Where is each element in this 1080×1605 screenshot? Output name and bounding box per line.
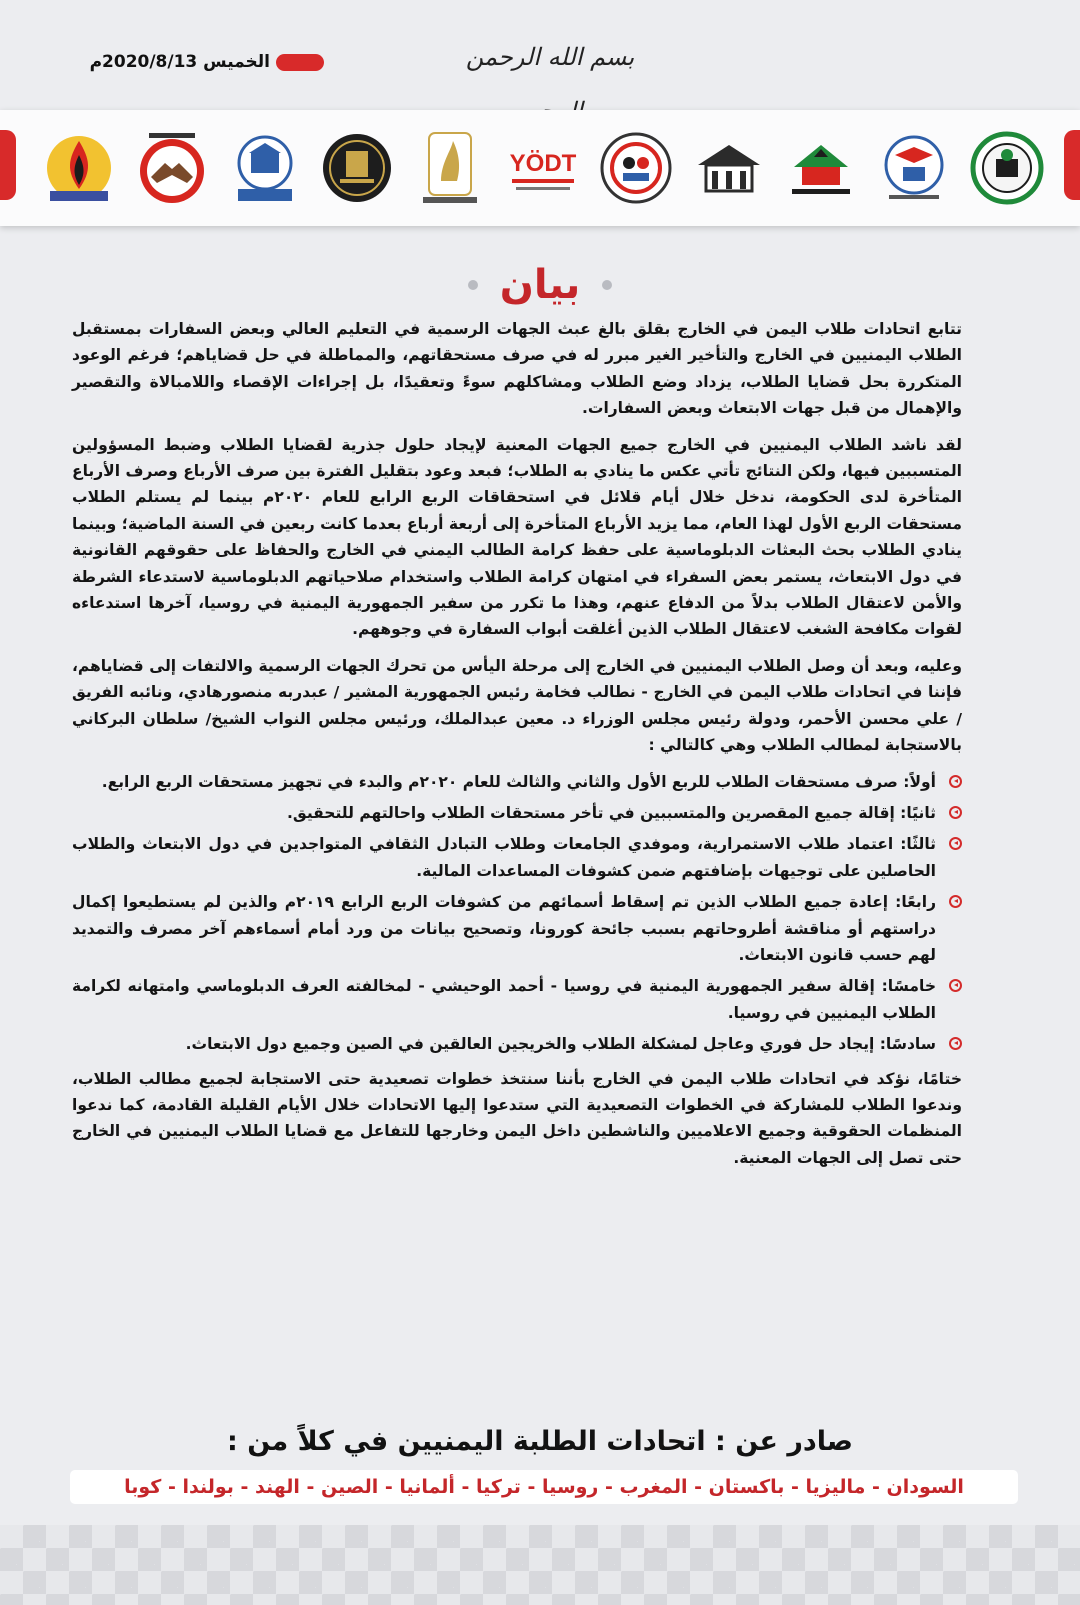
sudan-union-logo xyxy=(966,127,1048,209)
svg-text:YÖDT: YÖDT xyxy=(509,150,577,177)
cuba-union-logo xyxy=(38,127,120,209)
bullet-arrow-icon xyxy=(949,806,962,819)
turkey-yoder-logo xyxy=(502,127,584,209)
closing-paragraph: ختامًا، نؤكد في اتحادات طلاب اليمن في الخارج بأننا سنتخذ خطوات تصعيدية حتى الاستجابة لجميع مطالب الطلاب، وندعوا الطلاب للمشاركة في الخطوات التصعيدية التي ستدعوا إليها الاتحادات خلال الأيام القليلة القادمة، كما ندعوا المنظمات الحقوقية وجميع الاعلاميين والناشطين داخل اليمن وخارجها للتفاعل مع قضايا الطلاب اليمنيين في الخارج حتى تصل إلى الجهات المعنية. xyxy=(72,1069,962,1167)
demand-item xyxy=(72,973,962,1026)
demand-item xyxy=(72,889,962,968)
bullet-arrow-icon xyxy=(949,1037,962,1050)
germany-union-logo xyxy=(409,127,491,209)
demand-text: ثالثًا: اعتماد طلاب الاستمرارية، وموفدي الجامعات وطلاب التبادل الثقافي المتواجدين في دول الابتعاث والطلاب الحاصلين على توجيهات بإضافتهم ضمن كشوفات المساعدات المالية. xyxy=(72,835,936,880)
date-pill-marker xyxy=(276,54,324,71)
decorative-footer-band xyxy=(0,1525,1080,1605)
poland-union-logo xyxy=(131,127,213,209)
statement-body xyxy=(72,316,962,1181)
demand-item xyxy=(72,1031,962,1057)
bullet-arrow-icon xyxy=(949,979,962,992)
statement-date: الخميس 2020/8/13م xyxy=(89,52,270,72)
basmala-calligraphy: بسم الله الرحمن xyxy=(465,43,635,71)
top-bar xyxy=(0,0,1080,110)
demand-item xyxy=(72,831,962,884)
bullet-arrow-icon xyxy=(949,775,962,788)
right-edge-tab xyxy=(1064,130,1080,200)
countries-list: السودان - ماليزيا - باكستان - المغرب - روسيا - تركيا - ألمانيا - الصين - الهند - بولندا - كوبا xyxy=(70,1470,1018,1504)
statement-title: بيان xyxy=(499,262,581,308)
bullet-arrow-icon xyxy=(949,837,962,850)
bullet-arrow-icon xyxy=(949,895,962,908)
demand-text: سادسًا: إيجاد حل فوري وعاجل لمشكلة الطلاب والخريجين العالقين في الصين وجميع دول الابتعاث. xyxy=(185,1035,936,1054)
paragraph: تتابع اتحادات طلاب اليمن في الخارج بقلق بالغ عبث الجهات الرسمية في التعليم العالي وبعض السفارات بمستقبل الطلاب اليمنيين في الخارج والتأخير الغير مبرر له في صرف مستحقاتهم، والمماطلة في حل قضاياهم؛ فرغم الوعود المتكررة بحل قضايا الطلاب، يزداد وضع الطلاب ومشاكلهم سوءً وتعقيدًا، بل إجراءات الإقصاء واللامبالاة والتقصير والإهمال من قبل جهات الابتعاث وبعض السفارات. xyxy=(72,320,962,418)
title-dot-right xyxy=(602,280,612,290)
demand-text: رابعًا: إعادة جميع الطلاب الذين تم إسقاط أسمائهم من كشوفات الربع الرابع ٢٠١٩م والذين لم يستطيعوا إكمال دراستهم أو مناقشة أطروحاتهم بسبب جائحة كورونا، وتصحيح بيانات من ورد أمام أسماءهم آخر مصرف والتمديد لهم حسب قانون الابتعاث. xyxy=(72,893,936,964)
paragraph: لقد ناشد الطلاب اليمنيين في الخارج جميع الجهات المعنية لإيجاد حلول جذرية لقضايا الطلاب وضبط المسؤولين المتسببين فيها، ولكن النتائج تأتي عكس ما ينادي به الطلاب؛ فبعد وعود بتقليل الفترة بين صرف الأرباع وصرف الأرباع المتأخرة لدى الحكومة، ندخل خلال أيام قلائل في استحقاقات الربع الرابع للعام ٢٠٢٠م بينما لم يستلم الطلاب مستحقات الربع الأول لهذا العام، مما يزيد الأرباع المتأخرة إلى أربعة أرباع بعدما كانت ربعين في السنة الماضية؛ وبينما ينادي الطلاب بحث البعثات الدبلوماسية على حفظ كرامة الطالب اليمني في الخارج والحفاظ على حقوقهم القانونية في دول الابتعاث، يستمر بعض السفراء في امتهان كرامة الطلاب واستخدام صلاحياتهم الدبلوماسية لاستدعاء الشرطة والأمن لاعتقال الطلاب بدلاً من الدفاع عنهم، وهذا ما تكرر من سفير الجمهورية اليمنية في روسيا، آخرها استدعاءه لقوات مكافحة الشغب لاعتقال الطلاب الذين أغلقت أبواب السفارة في وجوههم. xyxy=(72,435,962,639)
demand-item xyxy=(72,800,962,826)
pakistan-union-logo xyxy=(780,127,862,209)
union-logos-strip xyxy=(0,110,1080,226)
demands-list xyxy=(72,769,962,1058)
logos-row xyxy=(38,124,1048,212)
issued-by-heading: صادر عن : اتحادات الطلبة اليمنيين في كلاً من : xyxy=(227,1426,853,1457)
china-union-logo xyxy=(316,127,398,209)
paragraph: وعليه، وبعد أن وصل الطلاب اليمنيين في الخارج إلى مرحلة اليأس من تحرك الجهات الرسمية والالتفات إلى قضاياهم، فإننا في اتحادات طلاب اليمن في الخارج - نطالب فخامة رئيس الجمهورية المشير / عبدربه منصورهادي، ونائبه الفريق / علي محسن الأحمر، ودولة رئيس مجلس الوزراء د. معين عبدالملك، ورئيس مجلس النواب الشيخ/ سلطان البركاني بالاستجابة لمطالب الطلاب وهي كالتالي : xyxy=(72,656,962,755)
morocco-union-logo xyxy=(688,127,770,209)
demand-text: ثانيًا: إقالة جميع المقصرين والمتسببين في تأخر مستحقات الطلاب واحالتهم للتحقيق. xyxy=(286,803,936,822)
malaysia-union-logo xyxy=(873,127,955,209)
india-ysui-logo xyxy=(224,127,306,209)
demand-text: أولاً: صرف مستحقات الطلاب للربع الأول والثاني والثالث للعام ٢٠٢٠م والبدء في تجهيز مستحقات الربع الرابع. xyxy=(101,772,936,791)
title-row xyxy=(0,258,1080,312)
title-dot-left xyxy=(468,280,478,290)
russia-union-logo xyxy=(595,127,677,209)
demand-item xyxy=(72,769,962,795)
left-edge-tab xyxy=(0,130,16,200)
demand-text: خامسًا: إقالة سفير الجمهورية اليمنية في روسيا - أحمد الوحيشي - لمخالفته العرف الدبلوماسي وامتهانه لكرامة الطلاب اليمنيين في روسيا. xyxy=(72,977,936,1022)
